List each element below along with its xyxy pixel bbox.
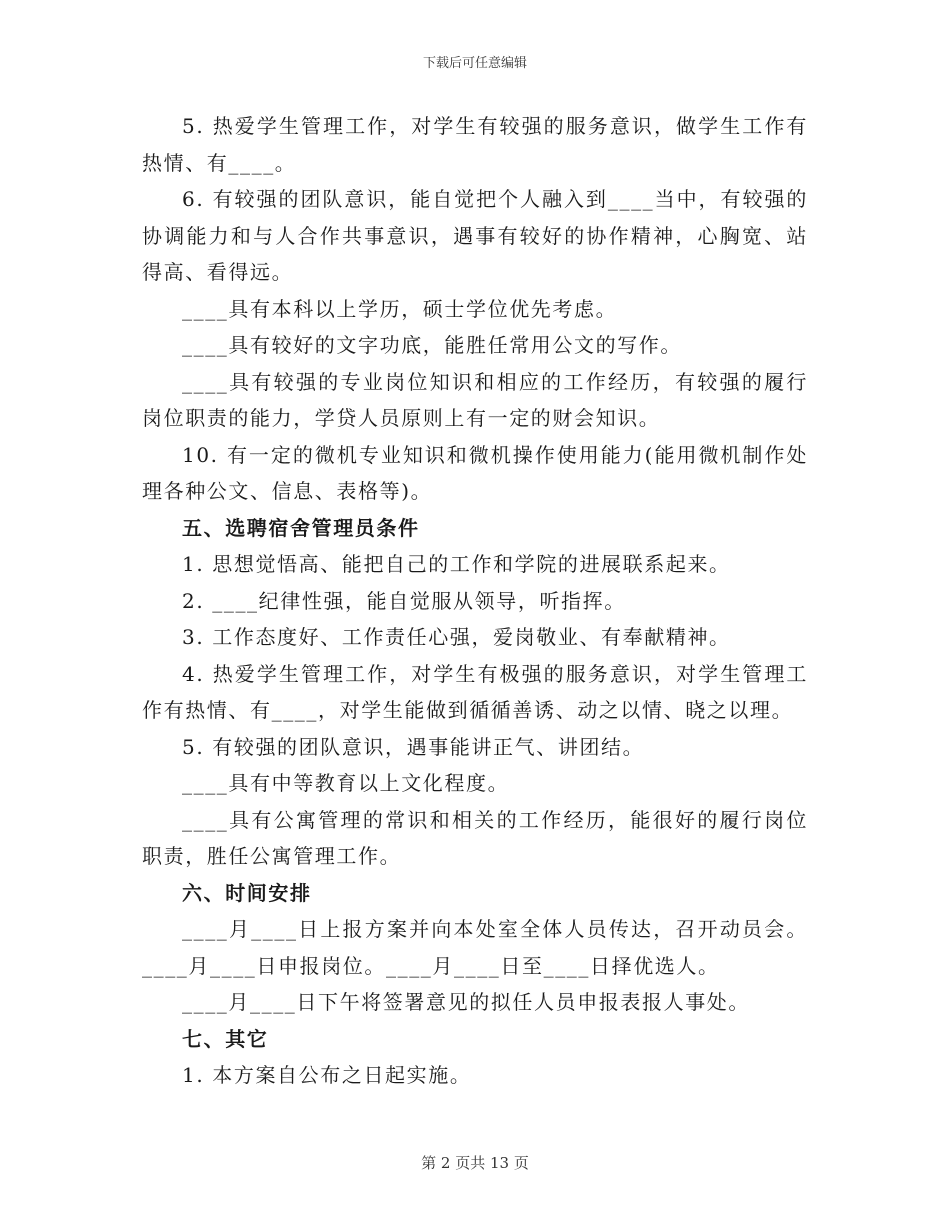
page-footer: 第 2 页共 13 页 bbox=[421, 1154, 529, 1172]
paragraph: 1. 本方案自公布之日起实施。 bbox=[182, 1063, 472, 1087]
paragraph: 4. 热爱学生管理工作，对学生有极强的服务意识，对学生管理工作有热情、有____，对学生能做到循循善诱、动之以情、晓之以理。 bbox=[142, 661, 808, 722]
paragraph: ____具有本科以上学历，硕士学位优先考虑。 bbox=[182, 296, 618, 321]
paragraph: ____月____日上报方案并向本处室全体人员传达，召开动员会。____月____日申报岗位。____月____日至____日择优选人。 bbox=[142, 917, 808, 978]
paragraph: ____月____日下午将签署意见的拟任人员申报表报人事处。 bbox=[182, 990, 750, 1014]
section-heading: 七、其它 bbox=[182, 1026, 269, 1051]
paragraph: ____具有公寓管理的常识和相关的工作经历，能很好的履行岗位职责，胜任公寓管理工作。 bbox=[142, 807, 808, 868]
document-body bbox=[142, 108, 808, 1094]
paragraph: 1. 思想觉悟高、能把自己的工作和学院的进展联系起来。 bbox=[182, 552, 731, 576]
paragraph: ____具有较好的文字功底，能胜任常用公文的写作。 bbox=[182, 333, 682, 357]
paragraph: 2. ____纪律性强，能自觉服从领导，听指挥。 bbox=[182, 588, 626, 613]
paragraph: 10. 有一定的微机专业知识和微机操作使用能力(能用微机制作处理各种公文、信息、表格等)。 bbox=[142, 442, 808, 503]
page-header: 下载后可任意编辑 bbox=[422, 56, 527, 71]
paragraph: 5. 有较强的团队意识，遇事能讲正气、讲团结。 bbox=[182, 734, 645, 759]
paragraph: ____具有中等教育以上文化程度。 bbox=[182, 771, 510, 795]
section-heading: 五、选聘宿舍管理员条件 bbox=[182, 515, 420, 540]
paragraph: 6. 有较强的团队意识，能自觉把个人融入到____当中，有较强的协调能力和与人合作共事意识，遇事有较好的协作精神，心胸宽、站得高、看得远。 bbox=[142, 187, 808, 284]
section-heading: 六、时间安排 bbox=[182, 880, 312, 905]
paragraph: ____具有较强的专业岗位知识和相应的工作经历，有较强的履行岗位职责的能力，学贷人员原则上有一定的财会知识。 bbox=[142, 369, 808, 430]
paragraph: 5. 热爱学生管理工作，对学生有较强的服务意识，做学生工作有热情、有____。 bbox=[142, 114, 808, 175]
paragraph: 3. 工作态度好、工作责任心强，爱岗敬业、有奉献精神。 bbox=[182, 625, 731, 649]
